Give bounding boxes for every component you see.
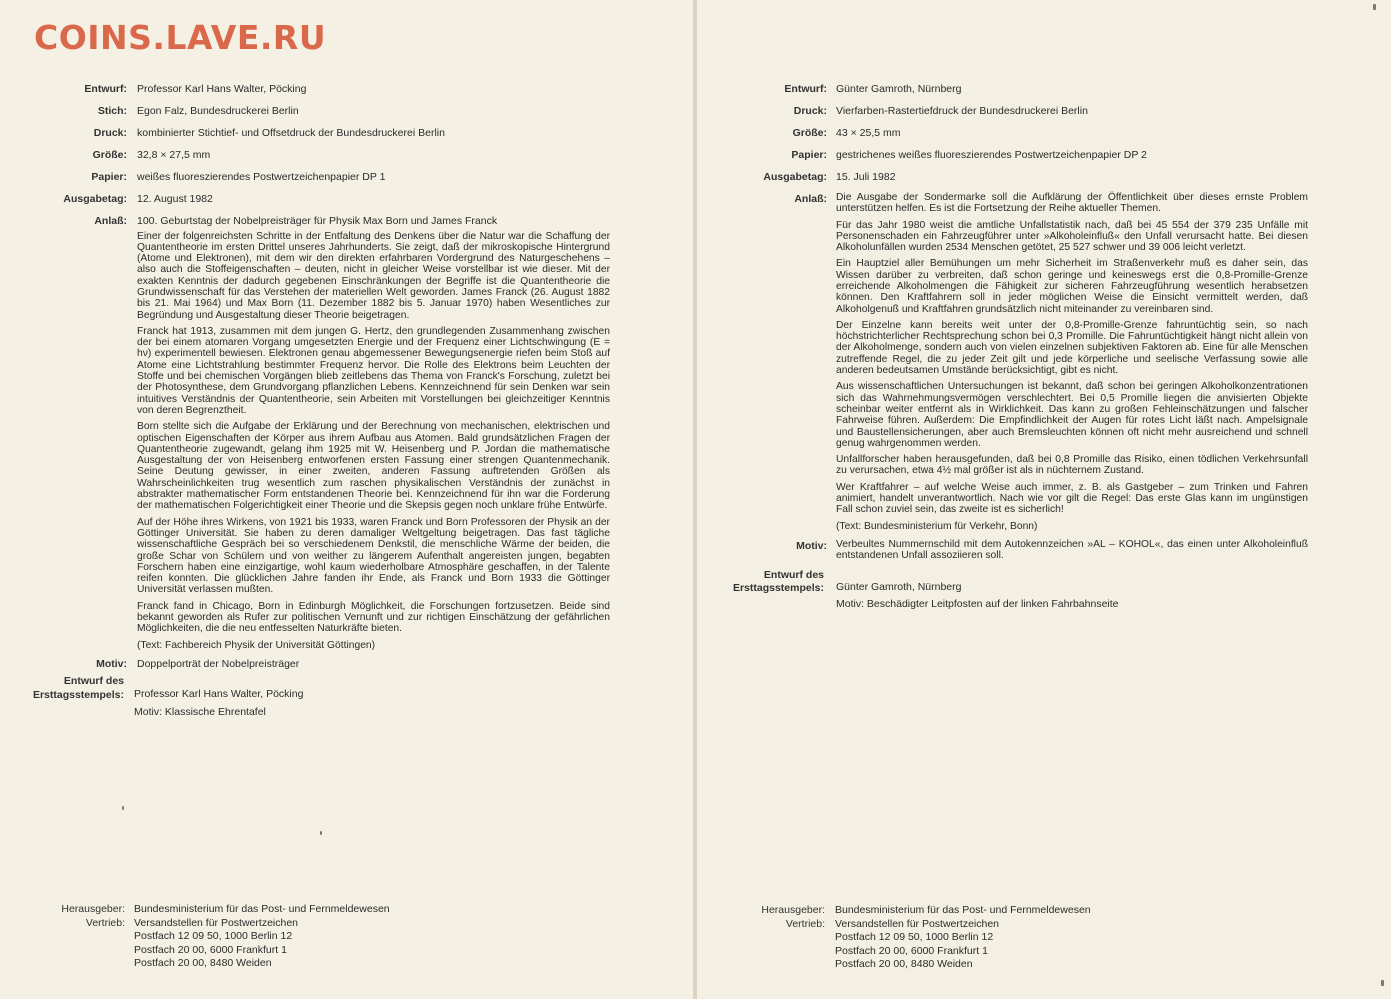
field-value: 43 × 25,5 mm	[836, 126, 901, 139]
field-anlass	[697, 192, 1391, 539]
anlass-body	[137, 214, 610, 657]
field-value: gestrichenes weißes fluoreszierendes Postwertzeichenpapier DP 2	[836, 148, 1147, 161]
field-value: 32,8 × 27,5 mm	[137, 148, 211, 161]
field-label: Druck:	[93, 126, 127, 139]
field-value: Professor Karl Hans Walter, Pöcking	[134, 688, 304, 701]
field-value: Günter Gamroth, Nürnberg	[836, 83, 962, 95]
stempel-body	[836, 568, 1308, 611]
footer-label: Herausgeber:	[761, 904, 825, 916]
field-druck	[697, 104, 1391, 118]
body-paragraph: Auf der Höhe ihres Wirkens, von 1921 bis 1933, waren Franck und Born Professoren der Physik an der Göttinger Universität. Sie haben zu deren damaliger Weltgeltung beigetragen. Das fast tägliche wissenschaftliche Gespräch bei so verschiedenem Denkstil, die menschliche Wärme der beiden, die große Schar von Schülern und von weither zu längerem Aufenthalt angereisten jungen, begabten Forschern haben eine einzigartige, wohl kaum wiederholbare Atmosphäre geschaffen, in der Talente reifen konnten. Die glücklichen Jahre fanden ihr Ende, als Franck und Born 1933 die Göttinger Universität verlassen mußten.	[137, 516, 610, 596]
field-value: 12. August 1982	[137, 192, 213, 205]
field-motiv	[697, 539, 1391, 562]
footer-label: Vertrieb:	[85, 916, 125, 929]
field-papier	[697, 148, 1391, 162]
footer-vertrieb	[697, 917, 1391, 971]
body-paragraph: Born stellte sich die Aufgabe der Erklärung und der Berechnung von mechanischen, elektrischen und optischen Eigenschaften der Körper aus ihrem Aufbau aus Atomen. Bald grundsätzlichen Fragen der Quantentheorie zugewandt, gelang ihm 1925 mit W. Heisenberg und P. Jordan die mathematische Ausgestaltung der von Heisenberg entworfenen ersten Fassung einer strengen Quantenmechanik. Seine Deutung gewisser, in einer zweiten, anderen Fassung auftretenden Größen als Wahrscheinlichkeiten trug wesentlich zum raschen physikalischen Verständnis der zunächst in abstrakter mathematischer Form entstandenen Theorie bei. Kennzeichnend für ihn war die Forderung der mathematischen Folgerichtigkeit einer Theorie und die Skepsis gegen noch unklare frühe Entwürfe.	[137, 421, 610, 512]
field-label: Entwurf des	[63, 675, 124, 688]
footer-line: Versandstellen für Postwertzeichen	[835, 917, 1000, 930]
field-label: Entwurf:	[784, 83, 827, 95]
field-label-stack	[0, 674, 124, 718]
footer-address	[134, 916, 298, 970]
body-paragraph: Wer Kraftfahrer – auf welche Weise auch immer, z. B. als Gastgeber – zum Trinken und Fahren animiert, handelt unverantwortlich. Nach wie vor gilt die Regel: Das erste Glas kann im ungünstigen Fall schon zuviel sein, das zweite ist es sicherlich!	[836, 481, 1308, 516]
field-groesse	[697, 126, 1391, 140]
field-value: Verbeultes Nummernschild mit dem Autokennzeichen »AL – KOHOL«, das einen unter Alkoholeinfluß entstandenen Unfall assoziieren soll.	[836, 538, 1308, 562]
field-ausgabetag	[697, 170, 1391, 184]
body-paragraph: Die Ausgabe der Sondermarke soll die Aufklärung der Öffentlichkeit über dieses ernste Problem unterstützen helfen. Es ist die Fortsetzung der Reihe aktueller Themen.	[836, 191, 1308, 215]
field-ersttagsstempel	[697, 568, 1391, 611]
footer-herausgeber	[0, 902, 693, 916]
sheet1-fields	[0, 82, 693, 719]
field-motiv	[0, 657, 693, 671]
footer-line: Postfach 20 00, 6000 Frankfurt 1	[134, 943, 287, 956]
body-paragraph: Franck hat 1913, zusammen mit dem jungen G. Hertz, den grundlegenden Zusammenhang zwischen der bei einem atomaren Vorgang umgesetzten Energie und der Frequenz einer Lichtschwingung (E = hν) experimentell bewiesen. Elektronen genau abgemessener Bewegungsenergie riefen beim Stoß auf Atome eine Lichtstrahlung bestimmter Frequenz hervor. Die Rolle des Elektrons beim Leuchten der Stoffe und bei chemischen Vorgängen blieb zeitlebens das Thema von Franck's Forschung, zuletzt bei der Photosynthese, dem Grundvorgang pflanzlichen Lebens. Kennzeichnend für sein Denken war sein intuitives Verständnis der Quantentheorie, sein Arbeiten mit Vorstellungen bei gleichzeitiger Kenntnis von deren Begrenztheit.	[137, 325, 610, 416]
field-label: Stich:	[97, 104, 127, 117]
field-value: Motiv: Klassische Ehrentafel	[134, 706, 266, 719]
field-value: Doppelporträt der Nobelpreisträger	[137, 657, 300, 670]
field-label: Ausgabetag:	[63, 192, 127, 205]
field-label: Ersttagsstempels:	[732, 582, 824, 595]
field-stich	[0, 104, 693, 118]
body-paragraph: Einer der folgenreichsten Schritte in der Entfaltung des Denkens über die Natur war die Schaffung der Quantentheorie im ersten Drittel unseres Jahrhunderts. Sie zeigt, daß der mikroskopische Hintergrund (Atome und Elektronen), mit dem wir den direkten erfahrbaren Vordergrund des Naturgeschehens – also auch die Stoffeigenschaften – deuten, nicht in gleicher Weise vorstellbar ist wie dieser. Mit der exakten Kenntnis der dadurch gegebenen Einschränkungen der Begriffe ist die Quantentheorie die Grundwissenschaft für das Verstehen der materiellen Welt geworden. James Franck (26. August 1882 bis 21. Mai 1964) und Max Born (11. Dezember 1882 bis 5. Januar 1970) haben Wesentliches zur Begründung und Ausgestaltung dieser Theorie beigetragen.	[137, 230, 610, 321]
text-source: (Text: Bundesministerium für Verkehr, Bonn)	[836, 520, 1038, 532]
field-label: Papier:	[791, 148, 827, 161]
field-value: Motiv: Beschädigter Leitpfosten auf der linken Fahrbahnseite	[836, 598, 1119, 611]
field-value: Vierfarben-Rastertiefdruck der Bundesdruckerei Berlin	[836, 104, 1088, 117]
field-label: Motiv:	[96, 657, 127, 670]
footer-line: Postfach 12 09 50, 1000 Berlin 12	[835, 931, 994, 944]
field-label-stack	[697, 568, 824, 611]
stempel-body	[134, 674, 607, 718]
field-anlass	[0, 214, 693, 657]
body-paragraph: Unfallforscher haben herausgefunden, daß bei 0,8 Promille das Risiko, einen tödlichen Verkehrsunfall zu verursachen, etwa 4½ mal größer ist als in nüchternem Zustand.	[836, 454, 1308, 477]
body-paragraph: Der Einzelne kann bereits weit unter der 0,8-Promille-Grenze fahruntüchtig sein, so nach höchstrichterlicher Rechtsprechung schon bei 0,3 Promille. Die Fahruntüchtigkeit hängt nicht allein von der Alkoholmenge, sondern auch von vielen einzelnen subjektiven Faktoren ab. Eine für alle Menschen zutreffende Regel, die zu jeder Zeit gilt und jede körperliche und seelische Verfassung sowie alle anderen bedeutsamen Umstände berücksichtigt, gibt es nicht.	[836, 319, 1308, 377]
field-label: Druck:	[793, 104, 827, 117]
footer-line: Postfach 12 09 50, 1000 Berlin 12	[134, 930, 293, 943]
footer-value: Bundesministerium für das Post- und Fernmeldewesen	[835, 904, 1091, 916]
footer-value: Bundesministerium für das Post- und Fernmeldewesen	[134, 903, 390, 915]
field-label: Anlaß:	[94, 214, 127, 227]
sheet2-footer	[697, 903, 1391, 971]
body-paragraph: Für das Jahr 1980 weist die amtliche Unfallstatistik nach, daß bei 45 554 der 379 235 Unfälle mit Personenschaden ein Fahrzeugführer unter »Alkoholeinfluß« den Unfall verursacht hatte. Bei diesen Alkoholunfällen wurden 2534 Menschen getötet, 25 527 schwer und 39 006 leicht verletzt.	[836, 219, 1308, 254]
footer-herausgeber	[697, 903, 1391, 917]
field-value: kombinierter Stichtief- und Offsetdruck der Bundesdruckerei Berlin	[137, 126, 445, 139]
paper-speck	[1373, 4, 1376, 10]
info-sheet-left	[0, 0, 693, 999]
sheet1-footer	[0, 902, 693, 970]
field-label: Papier:	[91, 170, 127, 183]
field-label: Entwurf des	[763, 568, 824, 581]
field-entwurf	[697, 82, 1391, 96]
field-value: Günter Gamroth, Nürnberg	[836, 580, 962, 593]
field-value: Egon Falz, Bundesdruckerei Berlin	[137, 104, 299, 117]
field-value: Professor Karl Hans Walter, Pöcking	[137, 83, 307, 95]
paper-speck	[1381, 980, 1384, 986]
field-papier	[0, 170, 693, 184]
footer-label: Herausgeber:	[61, 903, 125, 915]
watermark: COINS.LAVE.RU	[34, 18, 327, 57]
field-groesse	[0, 148, 693, 162]
field-label: Größe:	[792, 126, 827, 139]
anlass-body	[836, 192, 1308, 539]
field-value: weißes fluoreszierendes Postwertzeichenpapier DP 1	[137, 170, 386, 183]
footer-label: Vertrieb:	[785, 917, 825, 930]
footer-line: Postfach 20 00, 8480 Weiden	[134, 957, 272, 970]
body-paragraph: Franck fand in Chicago, Born in Edinburgh Möglichkeit, die Forschungen fortzusetzen. Beide sind bekannt geworden als Rufer zur politischen Vernunft und zur richtigen Einschätzung der gefährlichen Möglichkeiten, die die neu entfesselten Naturkräfte bieten.	[137, 600, 610, 635]
field-label: Entwurf:	[84, 83, 127, 95]
footer-line: Postfach 20 00, 8480 Weiden	[835, 958, 973, 971]
paper-speck	[320, 831, 322, 835]
field-label: Ausgabetag:	[763, 170, 827, 183]
paper-speck	[122, 806, 124, 810]
field-label: Motiv:	[796, 539, 827, 552]
sheet2-fields	[697, 82, 1391, 611]
field-entwurf	[0, 82, 693, 96]
field-druck	[0, 126, 693, 140]
footer-address	[835, 917, 999, 971]
field-ausgabetag	[0, 192, 693, 206]
field-ersttagsstempel	[0, 674, 693, 718]
field-label: Ersttagsstempels:	[32, 689, 124, 702]
field-value: 100. Geburtstag der Nobelpreisträger für Physik Max Born und James Franck	[137, 214, 498, 227]
footer-line: Versandstellen für Postwertzeichen	[134, 916, 299, 929]
body-paragraph: Aus wissenschaftlichen Untersuchungen ist bekannt, daß schon bei geringen Alkoholkonzentrationen sich das Wahrnehmungsvermögen verschlechtert. Bei 0,5 Promille liegen die anvisierten Objekte scheinbar weiter entfernt als in Wirklichkeit. Das kann zu großen Fehleinschätzungen und falscher Fahrweise führen. Außerdem: Die Empfindlichkeit der Augen für rotes Licht läßt nach. Ampelsignale und Baustellensicherungen, aber auch Bremsleuchten können oft nicht mehr ausreichend und schnell genug wahrgenommen werden.	[836, 381, 1308, 449]
text-source: (Text: Fachbereich Physik der Universität Göttingen)	[137, 639, 376, 651]
body-paragraph: Ein Hauptziel aller Bemühungen um mehr Sicherheit im Straßenverkehr muß es daher sein, das Wissen darüber zu verbreiten, daß schon geringe und keineswegs erst die 0,8-Promille-Grenze erreichende Alkoholmengen die Fähigkeit zur sicheren Fahrzeugführung wesentlich herabsetzen können. Den Kraftfahrern soll in jeder möglichen Weise die Einsicht vermittelt werden, daß Alkoholgenuß und Kraftfahren grundsätzlich nicht miteinander zu vereinbaren sind.	[836, 258, 1308, 315]
field-value: 15. Juli 1982	[836, 170, 896, 183]
field-label: Größe:	[92, 148, 127, 161]
footer-line: Postfach 20 00, 6000 Frankfurt 1	[835, 944, 988, 957]
footer-vertrieb	[0, 916, 693, 970]
field-label: Anlaß:	[794, 192, 827, 205]
info-sheet-right	[697, 0, 1391, 999]
